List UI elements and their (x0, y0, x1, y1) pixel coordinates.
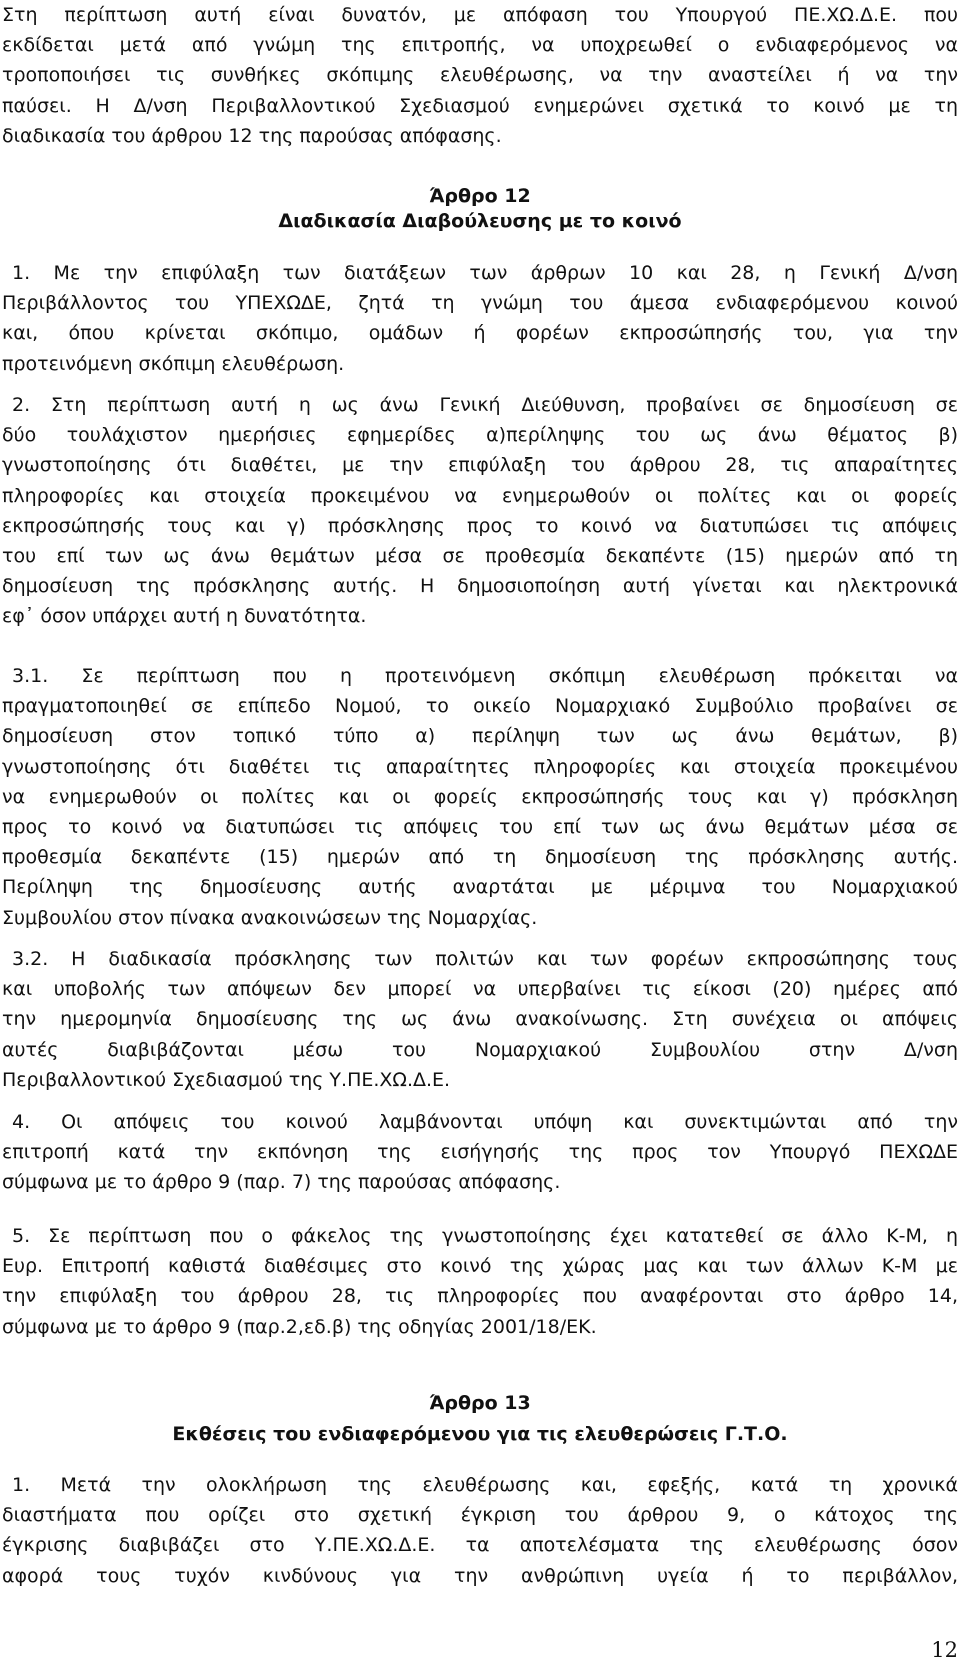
text-line: Περιβάλλοντος του ΥΠΕΧΩΔΕ, ζητά τη γνώμη του άμεσα ενδιαφερόμενου κοινού (2, 292, 958, 315)
text-line: την επιφύλαξη του άρθρου 28, τις πληροφορίες που αναφέρονται στο άρθρο 14, (2, 1285, 958, 1308)
intro-paragraph (2, 0, 958, 151)
text-line: γνωστοποίησης ότι διαθέτει τις απαραίτητες πληροφορίες και στοιχεία προκειμένου (2, 755, 958, 778)
text-line: επιτροπή κατά την εκπόνηση της εισήγησής της προς τον Υπουργό ΠΕΧΩΔΕ (2, 1141, 958, 1164)
page-number: 12 (931, 1638, 958, 1662)
text-line: εφ᾽ όσον υπάρχει αυτή η δυνατότητα. (2, 605, 367, 628)
text-line: προτεινόμενη σκόπιμη ελευθέρωση. (2, 352, 345, 375)
text-line: εκπροσώπησής τους και γ) πρόσκλησης προς το κοινό να διατυπώσει τις απόψεις (2, 514, 958, 537)
text-line: 1. Μετά την ολοκλήρωση της ελευθέρωσης και, εφεξής, κατά τη χρονικά (12, 1474, 958, 1496)
text-line: 1. Με την επιφύλαξη των διατάξεων των άρθρων 10 και 28, η Γενική Δ/νση (12, 262, 958, 284)
text-line: Συμβουλίου στον πίνακα ανακοινώσεων της Νομαρχίας. (2, 906, 538, 929)
article-13-number: Άρθρο 13 (429, 1392, 531, 1414)
text-line: σύμφωνα με το άρθρο 9 (παρ.2,εδ.β) της οδηγίας 2001/18/ΕΚ. (2, 1315, 597, 1338)
text-line: πραγματοποιηθεί σε επίπεδο Νομού, το οικείο Νομαρχιακό Συμβούλιο προβαίνει σε (2, 695, 958, 718)
article-13-paragraph-1 (2, 1470, 958, 1591)
text-line: διαστήματα που ορίζει στο σχετική έγκριση του άρθρου 9, ο κάτοχος της (2, 1504, 958, 1527)
article-12-paragraph-3-2 (2, 944, 958, 1095)
text-line: δημοσίευση στον τοπικό τύπο α) περίληψη των ως άνω θεμάτων, β) (2, 725, 958, 748)
text-line: αφορά τους τυχόν κινδύνους για την ανθρώπινη υγεία ή το περιβάλλον, (2, 1564, 958, 1587)
text-line: γνωστοποίησης ότι διαθέτει, με την επιφύλαξη του άρθρου 28, τις απαραίτητες (2, 454, 958, 477)
text-line: 3.2. Η διαδικασία πρόσκλησης των πολιτών και των φορέων εκπροσώπησης τους (12, 948, 958, 970)
text-line: δημοσίευση της πρόσκλησης αυτής. Η δημοσιοποίηση αυτή γίνεται και ηλεκτρονικά (2, 575, 958, 598)
article-12-number: Άρθρο 12 (429, 185, 531, 207)
text-line: Περίληψη της δημοσίευσης αυτής αναρτάται με μέριμνα του Νομαρχιακού (2, 876, 958, 899)
text-line: εκδίδεται μετά από γνώμη της επιτροπής, να υποχρεωθεί ο ενδιαφερόμενος να (2, 34, 958, 57)
article-13-title: Εκθέσεις του ενδιαφερόμενου για τις ελευθερώσεις Γ.Τ.Ο. (172, 1423, 788, 1445)
text-line: Περιβαλλοντικού Σχεδιασμού της Υ.ΠΕ.ΧΩ.Δ.Ε. (2, 1068, 451, 1091)
text-line: 3.1. Σε περίπτωση που η προτεινόμενη σκόπιμη ελευθέρωση πρόκειται να (12, 665, 958, 687)
text-line: 4. Οι απόψεις του κοινού λαμβάνονται υπόψη και συνεκτιμώνται από την (12, 1111, 958, 1133)
article-12-paragraph-2 (2, 390, 958, 632)
text-line: αυτές διαβιβάζονται μέσω του Νομαρχιακού Συμβουλίου στην Δ/νση (2, 1038, 958, 1061)
article-12-title: Διαδικασία Διαβούλευσης με το κοινό (278, 210, 682, 232)
article-12-paragraph-1 (2, 258, 958, 379)
text-line: προς το κοινό να διατυπώσει τις απόψεις του επί των ως άνω θεμάτων μέσα σε (2, 816, 958, 839)
text-line: και υποβολής των απόψεων δεν μπορεί να υπερβαίνει τις είκοσι (20) ημέρες από (2, 978, 958, 1001)
text-line: πληροφορίες και στοιχεία προκειμένου να ενημερωθούν οι πολίτες και οι φορείς (2, 484, 958, 507)
text-line: διαδικασία του άρθρου 12 της παρούσας απόφασης. (2, 124, 502, 147)
text-line: την ημερομηνία δημοσίευσης της ως άνω ανακοίνωσης. Στη συνέχεια οι απόψεις (2, 1008, 958, 1031)
article-12-paragraph-5 (2, 1221, 958, 1342)
text-line: 2. Στη περίπτωση αυτή η ως άνω Γενική Διεύθυνση, προβαίνει σε δημοσίευση σε (12, 394, 958, 416)
text-line: σύμφωνα με το άρθρο 9 (παρ. 7) της παρούσας απόφασης. (2, 1171, 561, 1194)
text-line: 5. Σε περίπτωση που ο φάκελος της γνωστοποίησης έχει κατατεθεί σε άλλο Κ-Μ, η (12, 1225, 958, 1247)
text-line: τροποποιήσει τις συνθήκες σκόπιμης ελευθέρωσης, να την αναστείλει ή να την (2, 64, 958, 87)
text-line: Ευρ. Επιτροπή καθιστά διαθέσιμες στο κοινό της χώρας μας και των άλλων Κ-Μ με (2, 1255, 958, 1278)
text-line: προθεσμία δεκαπέντε (15) ημερών από τη δημοσίευση της πρόσκλησης αυτής. (2, 846, 958, 869)
text-line: Στη περίπτωση αυτή είναι δυνατόν, με απόφαση του Υπουργού ΠΕ.ΧΩ.Δ.Ε. που (2, 4, 958, 26)
text-line: δύο τουλάχιστον ημερήσιες εφημερίδες α)περίληψης του ως άνω θέματος β) (2, 424, 958, 447)
article-12-paragraph-3-1 (2, 661, 958, 933)
text-line: του επί των ως άνω θεμάτων μέσα σε προθεσμία δεκαπέντε (15) ημερών από τη (2, 545, 958, 568)
text-line: έγκρισης διαβιβάζει στο Υ.ΠΕ.ΧΩ.Δ.Ε. τα αποτελέσματα της ελευθέρωσης όσον (2, 1534, 958, 1557)
text-line: να ενημερωθούν οι πολίτες και οι φορείς εκπροσώπησής τους και γ) πρόσκληση (2, 785, 958, 808)
text-line: παύσει. Η Δ/νση Περιβαλλοντικού Σχεδιασμού ενημερώνει σχετικά το κοινό με τη (2, 94, 958, 117)
text-line: και, όπου κρίνεται σκόπιμο, ομάδων ή φορέων εκπροσώπησής του, για την (2, 322, 958, 345)
article-12-paragraph-4 (2, 1107, 958, 1198)
